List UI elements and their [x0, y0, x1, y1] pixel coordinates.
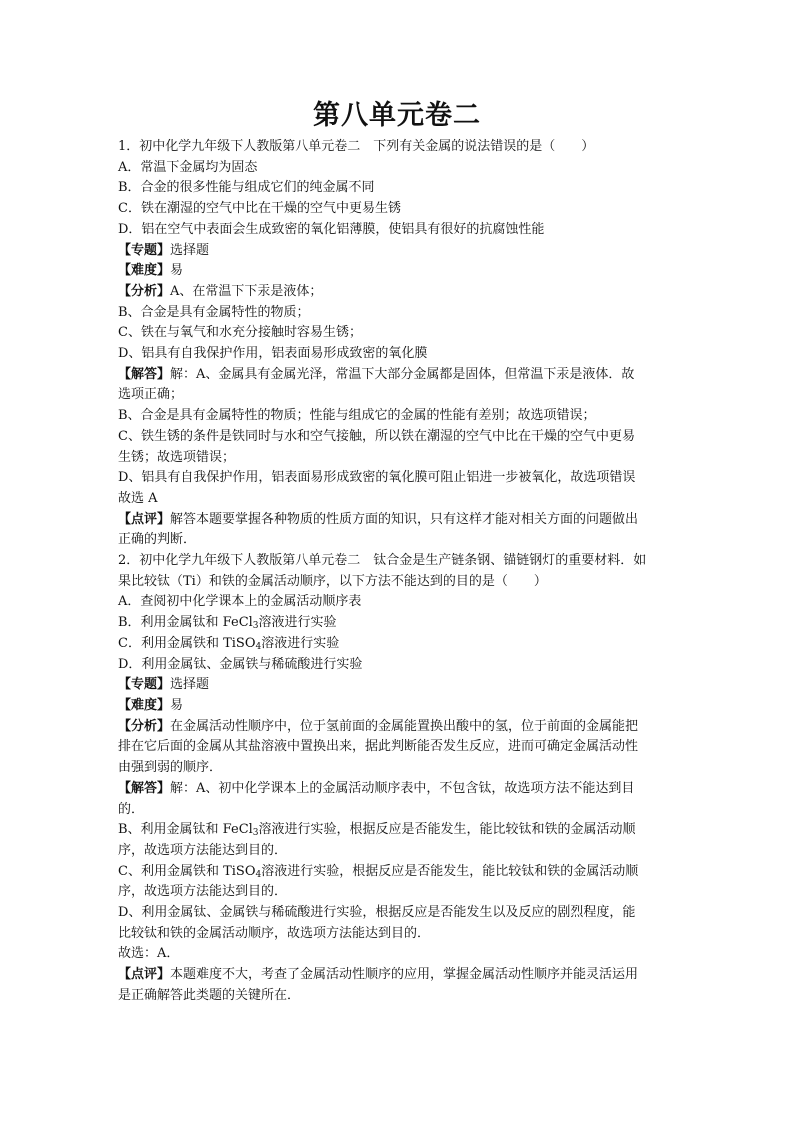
question-1-option-a: A．常温下金属均为固态 — [118, 159, 258, 175]
question-2-answer-line — [118, 862, 678, 883]
question-1-analysis-line: D、铝具有自我保护作用，铝表面易形成致密的氧化膜 — [118, 346, 428, 362]
question-2-difficulty — [118, 696, 678, 717]
difficulty-value: 易 — [170, 697, 184, 713]
difficulty-value: 易 — [170, 263, 184, 279]
difficulty-tag: 【难度】 — [118, 263, 171, 279]
subscript: 3 — [252, 621, 259, 632]
subscript: 4 — [255, 641, 262, 652]
question-1-answer-line: C、铁生锈的条件是铁同时与水和空气接触，所以铁在潮湿的空气中比在干燥的空气中更易 — [118, 428, 635, 444]
question-2-answer-line — [118, 779, 678, 800]
subscript: 3 — [252, 828, 259, 839]
difficulty-tag: 【难度】 — [118, 697, 171, 713]
page-title: 第八单元卷二 — [313, 100, 481, 131]
question-1-answer-line — [118, 365, 678, 386]
question-1-option-c: C．铁在潮湿的空气中比在干燥的空气中更易生锈 — [118, 201, 401, 217]
option-b-text: B．利用金属钛和 FeCl — [118, 615, 253, 631]
analysis-tag: 【分析】 — [118, 283, 171, 299]
answer-text: 解：A、金属具有金属光泽，常温下大部分金属都是固体，但常温下汞是液体．故 — [170, 366, 635, 382]
question-1-analysis-line: C、铁在与氧气和水充分接触时容易生锈； — [118, 325, 362, 341]
answer-b-text: B、利用金属钛和 FeCl — [118, 822, 253, 838]
question-2-answer-line: 的． — [118, 801, 145, 817]
analysis-tag: 【分析】 — [118, 718, 171, 734]
question-1-answer-line: 选项正确； — [118, 387, 184, 403]
document-body — [118, 137, 678, 1007]
subscript: 4 — [255, 869, 262, 880]
topic-tag: 【专题】 — [118, 242, 171, 258]
question-1-comment-line: 正确的判断． — [118, 532, 197, 548]
question-2-analysis-line: 由强到弱的顺序． — [118, 760, 223, 776]
question-2-option-b — [118, 613, 678, 634]
question-2-answer-line — [118, 820, 678, 841]
question-2-answer-line: D、利用金属钛、金属铁与稀硫酸进行实验，根据反应是否能发生以及反应的剧烈程度，能 — [118, 905, 636, 921]
question-1-analysis-line: B、合金是具有金属特性的物质； — [118, 304, 310, 320]
topic-tag: 【专题】 — [118, 677, 171, 693]
option-c-text-end: 溶液进行实验 — [261, 635, 340, 651]
question-1-difficulty — [118, 261, 678, 282]
analysis-text: 在金属活动性顺序中，位于氢前面的金属能置换出酸中的氢，位于前面的金属能把 — [170, 718, 639, 734]
answer-text: 解：A、初中化学课本上的金属活动顺序表中，不包含钛，故选项方法不能达到目 — [170, 780, 635, 796]
question-1 — [118, 137, 678, 551]
question-1-option-b: B．合金的很多性能与组成它们的纯金属不同 — [118, 180, 375, 196]
question-1-stem: 1．初中化学九年级下人教版第八单元卷二 下列有关金属的说法错误的是（ ） — [118, 139, 595, 154]
question-2-answer-line: 比较钛和铁的金属活动顺序，故选项方法能达到目的． — [118, 925, 431, 941]
comment-tag: 【点评】 — [118, 511, 171, 527]
question-2-option-a: A．查阅初中化学课本上的金属活动顺序表 — [118, 594, 362, 610]
answer-c-text-end: 溶液进行实验，根据反应是否能发生，能比较钛和铁的金属活动顺 — [261, 863, 639, 879]
answer-tag: 【解答】 — [118, 366, 171, 382]
comment-tag: 【点评】 — [118, 967, 171, 983]
question-2-answer-line: 故选：A． — [118, 946, 180, 962]
option-c-text: C．利用金属铁和 TiSO — [118, 635, 256, 651]
option-b-text-end: 溶液进行实验 — [258, 615, 337, 631]
question-2-option-d: D．利用金属钛、金属铁与稀硫酸进行实验 — [118, 656, 363, 672]
comment-text: 解答本题要掌握各种物质的性质方面的知识，只有这样才能对相关方面的问题做出 — [170, 511, 639, 527]
question-2-option-c — [118, 634, 678, 655]
question-2 — [118, 551, 678, 1006]
question-1-answer-line: B、合金是具有金属特性的物质；性能与组成它的金属的性能有差别；故选项错误； — [118, 408, 596, 424]
question-2-comment-line — [118, 965, 678, 986]
question-1-answer-line: 故选 A — [118, 490, 158, 506]
question-1-option-d: D．铝在空气中表面会生成致密的氧化铝薄膜，使铝具有很好的抗腐蚀性能 — [118, 221, 545, 237]
question-1-analysis-line — [118, 282, 678, 303]
question-2-analysis-line — [118, 717, 678, 738]
question-2-analysis-line: 排在它后面的金属从其盐溶液中置换出来，据此判断能否发生反应，进而可确定金属活动性 — [118, 739, 639, 755]
question-2-stem: 果比较钛（Ti）和铁的金属活动顺序，以下方法不能达到的目的是（ ） — [118, 573, 547, 589]
topic-value: 选择题 — [170, 242, 210, 258]
answer-tag: 【解答】 — [118, 780, 171, 796]
question-2-stem: 2．初中化学九年级下人教版第八单元卷二 钛合金是生产链条钢、锚链钢灯的重要材料．如 — [118, 553, 647, 569]
comment-text: 本题难度不大，考查了金属活动性顺序的应用，掌握金属活动性顺序并能灵活运用 — [170, 967, 639, 983]
question-1-topic — [118, 241, 678, 262]
question-2-answer-line: 序，故选项方法能达到目的． — [118, 842, 288, 858]
question-1-answer-line: 生锈；故选项错误； — [118, 449, 236, 465]
question-1-comment-line — [118, 510, 678, 531]
answer-c-text: C、利用金属铁和 TiSO — [118, 863, 256, 879]
question-2-answer-line: 序，故选项方法能达到目的． — [118, 884, 288, 900]
question-2-comment-line: 是正确解答此类题的关键所在． — [118, 987, 301, 1003]
analysis-text: A、在常温下下汞是液体； — [170, 283, 323, 299]
question-2-topic — [118, 675, 678, 696]
answer-b-text-end: 溶液进行实验，根据反应是否能发生，能比较钛和铁的金属活动顺 — [258, 822, 636, 838]
topic-value: 选择题 — [170, 677, 210, 693]
question-1-answer-line: D、铝具有自我保护作用，铝表面易形成致密的氧化膜可阻止铝进一步被氧化，故选项错误 — [118, 470, 636, 486]
